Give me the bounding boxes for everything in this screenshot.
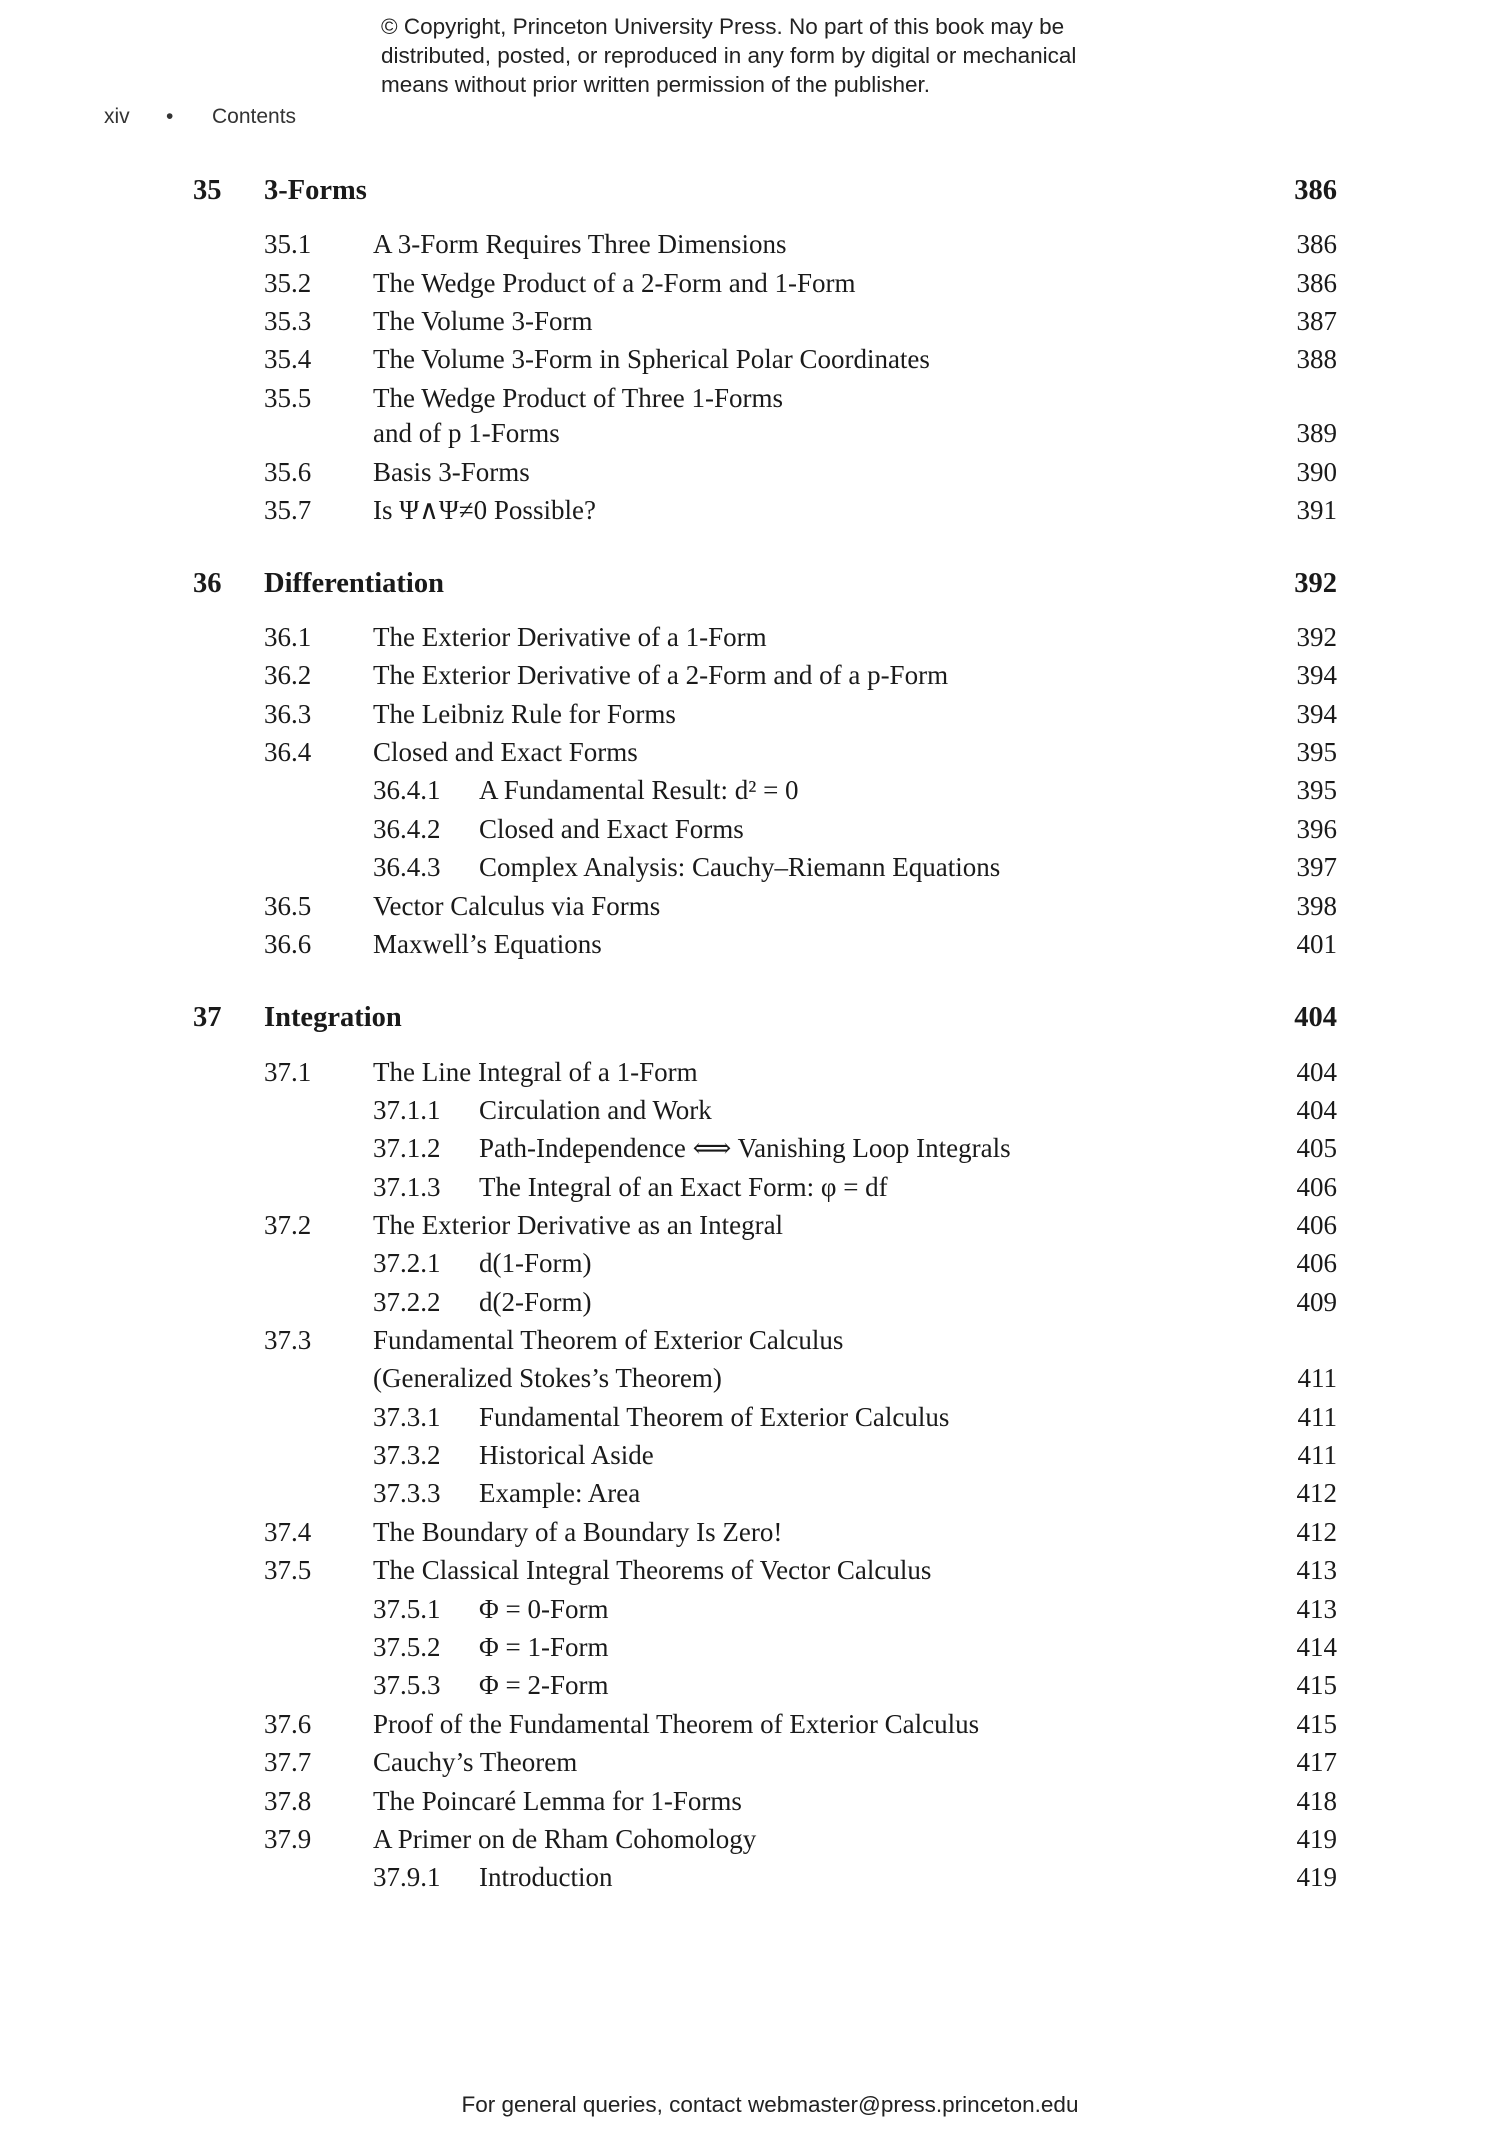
entry-title: Fundamental Theorem of Exterior Calculus — [373, 1325, 844, 1355]
entry-page: 386 — [1296, 268, 1337, 298]
entry-title: The Integral of an Exact Form: φ = df — [479, 1172, 888, 1202]
subsection-entry — [0, 1437, 1500, 1473]
footer — [0, 2092, 1500, 2118]
entry-title: Integration — [264, 1002, 402, 1033]
section-entry — [0, 341, 1500, 377]
entry-number: 37.3.1 — [373, 1402, 441, 1432]
entry-number: 37.8 — [264, 1786, 312, 1816]
entry-title: The Volume 3-Form — [373, 306, 593, 336]
entry-page: 417 — [1296, 1747, 1337, 1777]
entry-title: The Exterior Derivative of a 2-Form and of a p-Form — [373, 660, 949, 690]
entry-title: The Line Integral of a 1-Form — [373, 1057, 698, 1087]
entry-page: 412 — [1296, 1517, 1337, 1547]
subsection-entry — [0, 1591, 1500, 1627]
section-entry — [0, 226, 1500, 262]
entry-page: 413 — [1296, 1594, 1337, 1624]
entry-page: 412 — [1296, 1478, 1337, 1508]
entry-title: The Poincaré Lemma for 1-Forms — [373, 1786, 742, 1816]
entry-number: 36.4.3 — [373, 852, 441, 882]
entry-number: 35.2 — [264, 268, 312, 298]
running-head-title: Contents — [212, 105, 297, 128]
entry-page: 411 — [1297, 1440, 1337, 1470]
section-entry — [0, 888, 1500, 924]
entry-page: 386 — [1296, 229, 1337, 259]
entry-number: 37.3.2 — [373, 1440, 441, 1470]
entry-number: 37.9.1 — [373, 1862, 441, 1892]
entry-title: Basis 3-Forms — [373, 457, 530, 487]
entry-page: 395 — [1296, 737, 1337, 767]
entry-number: 35.7 — [264, 495, 312, 525]
section-entry — [0, 1514, 1500, 1550]
entry-title: Circulation and Work — [479, 1095, 712, 1125]
section-entry — [0, 1552, 1500, 1588]
entry-page: 405 — [1296, 1133, 1337, 1163]
copyright-line: © Copyright, Princeton University Press. No part of this book may be — [381, 14, 1065, 39]
section-entry — [0, 926, 1500, 962]
entry-title: Φ = 0-Form — [479, 1594, 609, 1624]
entry-number: 37.6 — [264, 1709, 312, 1739]
section-entry — [0, 1207, 1500, 1243]
entry-title: 3-Forms — [264, 175, 367, 206]
entry-title: Closed and Exact Forms — [373, 737, 638, 767]
entry-number: 37.4 — [264, 1517, 312, 1547]
entry-title: A Fundamental Result: d² = 0 — [479, 775, 799, 805]
section-entry — [0, 380, 1500, 416]
entry-page: 392 — [1296, 622, 1337, 652]
section-entry — [0, 1821, 1500, 1857]
entry-number: 37.1.2 — [373, 1133, 441, 1163]
entry-title: A 3-Form Requires Three Dimensions — [373, 229, 787, 259]
subsection-entry — [0, 1284, 1500, 1320]
entry-page: 406 — [1296, 1248, 1337, 1278]
entry-number: 36.5 — [264, 891, 312, 921]
entry-number: 37.1.1 — [373, 1095, 441, 1125]
entry-number: 37.3.3 — [373, 1478, 441, 1508]
entry-page: 392 — [1294, 568, 1337, 599]
section-entry — [0, 1744, 1500, 1780]
entry-page: 413 — [1296, 1555, 1337, 1585]
subsection-entry — [0, 1475, 1500, 1511]
entry-number: 37.3 — [264, 1325, 312, 1355]
entry-page: 406 — [1296, 1172, 1337, 1202]
entry-page: 396 — [1296, 814, 1337, 844]
entry-page: 415 — [1296, 1709, 1337, 1739]
entry-number: 37.5.2 — [373, 1632, 441, 1662]
entry-title: d(1-Form) — [479, 1248, 592, 1278]
entry-number: 36.4.2 — [373, 814, 441, 844]
copyright-line: distributed, posted, or reproduced in any form by digital or mechanical — [381, 43, 1077, 68]
entry-title: and of p 1-Forms — [373, 418, 560, 448]
subsection-entry — [0, 811, 1500, 847]
entry-page: 419 — [1296, 1824, 1337, 1854]
entry-number: 36.4.1 — [373, 775, 441, 805]
entry-page: 401 — [1296, 929, 1337, 959]
entry-title: Introduction — [479, 1862, 613, 1892]
entry-number: 35 — [193, 175, 222, 206]
section-entry — [0, 492, 1500, 528]
chapter-entry — [0, 566, 1500, 602]
entry-title: The Wedge Product of Three 1-Forms — [373, 383, 783, 413]
entry-number: 35.1 — [264, 229, 312, 259]
section-entry — [0, 696, 1500, 732]
subsection-entry — [0, 1245, 1500, 1281]
entry-title: Proof of the Fundamental Theorem of Exterior Calculus — [373, 1709, 980, 1739]
section-entry — [0, 734, 1500, 770]
entry-number: 36.6 — [264, 929, 312, 959]
entry-page: 390 — [1296, 457, 1337, 487]
entry-number: 37.5 — [264, 1555, 312, 1585]
subsection-entry — [0, 1130, 1500, 1166]
entry-number: 36.1 — [264, 622, 312, 652]
entry-title: The Leibniz Rule for Forms — [373, 699, 676, 729]
chapter-entry — [0, 1000, 1500, 1036]
subsection-entry — [0, 1667, 1500, 1703]
entry-title: (Generalized Stokes’s Theorem) — [373, 1363, 722, 1393]
entry-title: d(2-Form) — [479, 1287, 592, 1317]
entry-number: 37.2.1 — [373, 1248, 441, 1278]
subsection-entry — [0, 1169, 1500, 1205]
entry-title: Is Ψ∧Ψ≠0 Possible? — [373, 495, 596, 525]
entry-title: The Exterior Derivative of a 1-Form — [373, 622, 767, 652]
section-entry — [0, 1054, 1500, 1090]
entry-number: 35.6 — [264, 457, 312, 487]
entry-title: Fundamental Theorem of Exterior Calculus — [479, 1402, 950, 1432]
entry-page: 386 — [1294, 175, 1337, 206]
section-entry — [0, 1706, 1500, 1742]
entry-title: The Volume 3-Form in Spherical Polar Coordinates — [373, 344, 930, 374]
section-entry — [0, 415, 1500, 451]
subsection-entry — [0, 1092, 1500, 1128]
entry-number: 37.1.3 — [373, 1172, 441, 1202]
section-entry — [0, 619, 1500, 655]
entry-page: 397 — [1296, 852, 1337, 882]
section-entry — [0, 303, 1500, 339]
entry-page: 395 — [1296, 775, 1337, 805]
section-entry — [0, 454, 1500, 490]
entry-number: 36 — [193, 568, 222, 599]
entry-title: The Wedge Product of a 2-Form and 1-Form — [373, 268, 856, 298]
entry-number: 37.9 — [264, 1824, 312, 1854]
entry-number: 36.2 — [264, 660, 312, 690]
entry-page: 394 — [1296, 699, 1337, 729]
subsection-entry — [0, 772, 1500, 808]
entry-number: 37.7 — [264, 1747, 312, 1777]
entry-page: 414 — [1296, 1632, 1337, 1662]
entry-page: 415 — [1296, 1670, 1337, 1700]
section-entry — [0, 1322, 1500, 1358]
entry-title: A Primer on de Rham Cohomology — [373, 1824, 757, 1854]
entry-page: 411 — [1297, 1402, 1337, 1432]
entry-page: 394 — [1296, 660, 1337, 690]
section-entry — [0, 657, 1500, 693]
page-number: xiv — [104, 105, 130, 128]
entry-title: The Exterior Derivative as an Integral — [373, 1210, 784, 1240]
entry-number: 37.2.2 — [373, 1287, 441, 1317]
entry-page: 418 — [1296, 1786, 1337, 1816]
subsection-entry — [0, 1859, 1500, 1895]
section-entry — [0, 1783, 1500, 1819]
entry-number: 36.4 — [264, 737, 312, 767]
entry-title: Complex Analysis: Cauchy–Riemann Equations — [479, 852, 1001, 882]
copyright-notice — [381, 12, 1281, 99]
entry-page: 419 — [1296, 1862, 1337, 1892]
running-head — [104, 105, 296, 129]
footer-email: webmaster@press.princeton.edu — [747, 2092, 1079, 2117]
footer-label: For general queries, contact — [461, 2092, 742, 2117]
subsection-entry — [0, 849, 1500, 885]
entry-title: Historical Aside — [479, 1440, 654, 1470]
entry-title: Example: Area — [479, 1478, 641, 1508]
entry-page: 388 — [1296, 344, 1337, 374]
entry-page: 404 — [1296, 1095, 1337, 1125]
subsection-entry — [0, 1399, 1500, 1435]
section-entry — [0, 1360, 1500, 1396]
entry-title: Path-Independence ⟺ Vanishing Loop Integrals — [479, 1133, 1011, 1163]
entry-number: 37.5.1 — [373, 1594, 441, 1624]
entry-number: 37.1 — [264, 1057, 312, 1087]
entry-title: Differentiation — [264, 568, 444, 599]
entry-number: 35.5 — [264, 383, 312, 413]
entry-page: 389 — [1296, 418, 1337, 448]
entry-page: 391 — [1296, 495, 1337, 525]
entry-title: Φ = 2-Form — [479, 1670, 609, 1700]
entry-page: 406 — [1296, 1210, 1337, 1240]
entry-title: Closed and Exact Forms — [479, 814, 744, 844]
entry-title: The Boundary of a Boundary Is Zero! — [373, 1517, 783, 1547]
entry-number: 35.3 — [264, 306, 312, 336]
bullet-separator: • — [166, 105, 174, 128]
entry-title: Vector Calculus via Forms — [373, 891, 661, 921]
entry-number: 35.4 — [264, 344, 312, 374]
chapter-entry — [0, 173, 1500, 209]
entry-title: Φ = 1-Form — [479, 1632, 609, 1662]
entry-title: Maxwell’s Equations — [373, 929, 602, 959]
entry-page: 404 — [1296, 1057, 1337, 1087]
entry-page: 411 — [1297, 1363, 1337, 1393]
copyright-line: means without prior written permission of the publisher. — [381, 72, 931, 97]
section-entry — [0, 265, 1500, 301]
entry-page: 409 — [1296, 1287, 1337, 1317]
entry-number: 37.2 — [264, 1210, 312, 1240]
entry-title: The Classical Integral Theorems of Vector Calculus — [373, 1555, 932, 1585]
entry-number: 37 — [193, 1002, 222, 1033]
entry-number: 36.3 — [264, 699, 312, 729]
entry-page: 387 — [1296, 306, 1337, 336]
subsection-entry — [0, 1629, 1500, 1665]
entry-number: 37.5.3 — [373, 1670, 441, 1700]
entry-page: 404 — [1294, 1002, 1337, 1033]
entry-title: Cauchy’s Theorem — [373, 1747, 578, 1777]
entry-page: 398 — [1296, 891, 1337, 921]
